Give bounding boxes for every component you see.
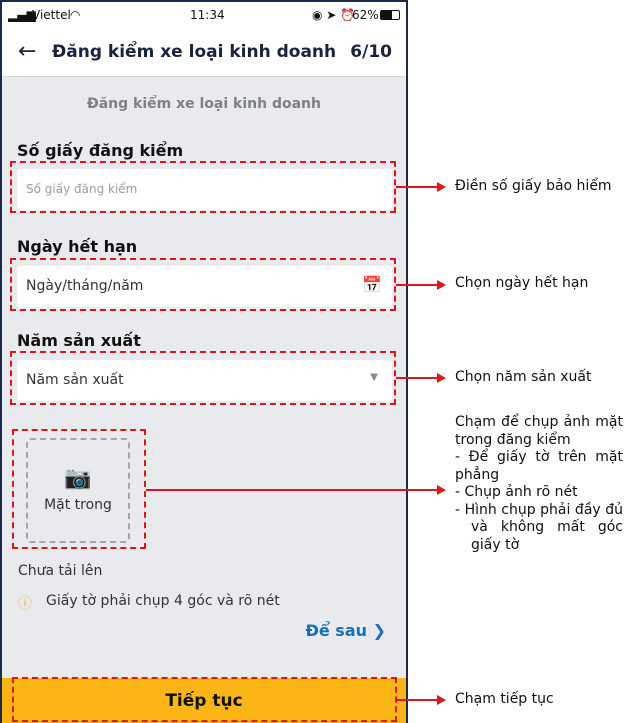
highlight-box — [12, 677, 397, 722]
page-title: Đăng kiểm xe loại kinh doanh — [52, 42, 337, 62]
annotation-photo-line: - Để giấy tờ trên mặt phẳng — [455, 449, 623, 483]
expiry-date-placeholder: Ngày/tháng/năm — [26, 278, 144, 294]
arrow-icon — [437, 373, 446, 383]
signal-icon: ▂▄▆ — [8, 8, 36, 22]
highlight-box — [12, 429, 146, 549]
step-counter: 6/10 — [350, 42, 392, 62]
annotation-year: Chọn năm sản xuất — [455, 369, 592, 385]
cert-number-input[interactable]: Số giấy đăng kiểm — [17, 169, 392, 210]
highlight-box — [10, 258, 396, 311]
header — [2, 30, 406, 77]
annotation-line — [397, 699, 438, 701]
annotation-cert-number: Điền số giấy bảo hiểm — [455, 178, 612, 194]
photo-hint: Giấy tờ phải chụp 4 góc và rõ nét — [46, 593, 280, 609]
info-icon: ⓘ — [18, 596, 32, 612]
upload-status: Chưa tải lên — [18, 563, 103, 579]
annotation-line — [146, 489, 438, 491]
location-alarm-icon: ◉ ➤ ⏰ — [312, 8, 356, 22]
arrow-icon — [437, 485, 446, 495]
clock: 11:34 — [190, 8, 225, 22]
skip-later-label: Để sau — [305, 621, 368, 640]
status-bar — [2, 2, 406, 30]
annotation-photo-line: Chạm để chụp ảnh mặt trong đăng kiểm — [455, 414, 623, 448]
battery-percent: 62% — [352, 8, 379, 22]
annotation-line — [396, 377, 438, 379]
expiry-date-label: Ngày hết hạn — [17, 237, 138, 256]
chevron-right-icon: ❯ — [372, 621, 386, 640]
section-subtitle: Đăng kiểm xe loại kinh doanh — [87, 96, 321, 112]
chevron-down-icon: ▼ — [370, 372, 378, 383]
annotation-line — [396, 284, 438, 286]
manufacture-year-label: Năm sản xuất — [17, 331, 141, 350]
skip-later-button[interactable] — [305, 621, 386, 640]
continue-button[interactable]: Tiếp tục — [2, 678, 406, 723]
arrow-icon — [437, 182, 446, 192]
highlight-box — [10, 351, 396, 405]
carrier: Viettel — [32, 8, 71, 22]
manufacture-year-placeholder: Năm sản xuất — [26, 372, 124, 388]
battery-icon — [380, 10, 400, 20]
highlight-box — [10, 161, 396, 213]
arrow-icon — [437, 695, 446, 705]
annotation-photo-line: - Chụp ảnh rõ nét — [455, 484, 578, 500]
photo-label: Mặt trong — [44, 497, 112, 513]
camera-plus-icon: 📷 — [64, 466, 92, 491]
arrow-icon — [437, 280, 446, 290]
annotation-photo-line: - Hình chụp phải đầy đủ và không mất góc giấy tờ — [455, 501, 623, 553]
cert-number-label: Số giấy đăng kiểm — [17, 141, 184, 160]
annotation-line — [396, 186, 438, 188]
wifi-icon: ◠ — [70, 8, 81, 22]
annotation-expiry: Chọn ngày hết hạn — [455, 275, 589, 291]
annotation-continue: Chạm tiếp tục — [455, 691, 554, 707]
annotation-photo — [455, 414, 623, 554]
back-arrow-icon[interactable]: ← — [18, 39, 37, 64]
calendar-icon[interactable]: 📅 — [362, 275, 382, 294]
